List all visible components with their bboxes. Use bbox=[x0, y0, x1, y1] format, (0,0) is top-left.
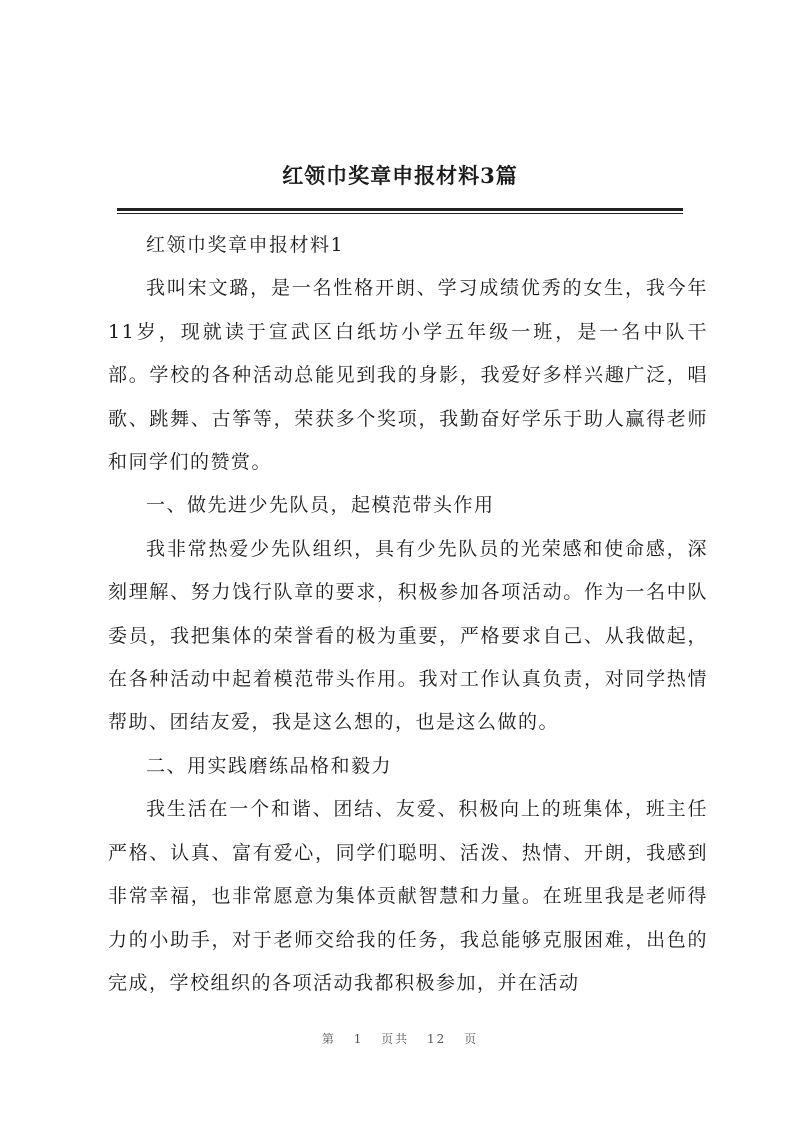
section-heading: 一、做先进少先队员，起模范带头作用 bbox=[146, 494, 495, 517]
page-footer bbox=[0, 1030, 800, 1047]
document-body bbox=[108, 224, 708, 1005]
section-heading: 红领巾奖章申报材料1 bbox=[146, 234, 345, 256]
title-divider-thin bbox=[117, 213, 683, 214]
footer-page-number: 1 bbox=[353, 1032, 364, 1046]
footer-middle: 页共 bbox=[381, 1032, 410, 1046]
paragraph: 我生活在一个和谐、团结、友爱、积极向上的班集体，班主任严格、认真、富有爱心，同学们聪明、活泼、热情、开朗，我感到非常幸福，也非常愿意为集体贡献智慧和力量。在班里我是老师得力的小助手，对于老师交给我的任务，我总能够克服困难，出色的完成，学校组织的各项活动我都积极参加，并在活动 bbox=[108, 798, 708, 994]
footer-suffix: 页 bbox=[464, 1032, 479, 1046]
footer-prefix: 第 bbox=[321, 1032, 336, 1046]
paragraph: 我叫宋文璐，是一名性格开朗、学习成绩优秀的女生，我今年11岁，现就读于宣武区白纸坊小学五年级一班，是一名中队干部。学校的各种活动总能见到我的身影，我爱好多样兴趣广泛，唱歌、跳舞、古筝等，荣获多个奖项，我勤奋好学乐于助人赢得老师和同学们的赞赏。 bbox=[108, 277, 708, 474]
section-heading: 二、用实践磨练品格和毅力 bbox=[146, 754, 393, 777]
footer-total-pages: 12 bbox=[427, 1032, 447, 1046]
page-title: 红领巾奖章申报材料3篇 bbox=[282, 163, 518, 188]
title-divider bbox=[117, 208, 683, 211]
paragraph: 我非常热爱少先队组织，具有少先队员的光荣感和使命感，深刻理解、努力饯行队章的要求，积极参加各项活动。作为一名中队委员，我把集体的荣誉看的极为重要，严格要求自己、从我做起，在各种活动中起着模范带头作用。我对工作认真负责，对同学热情帮助、团结友爱，我是这么想的，也是这么做的。 bbox=[108, 537, 708, 734]
